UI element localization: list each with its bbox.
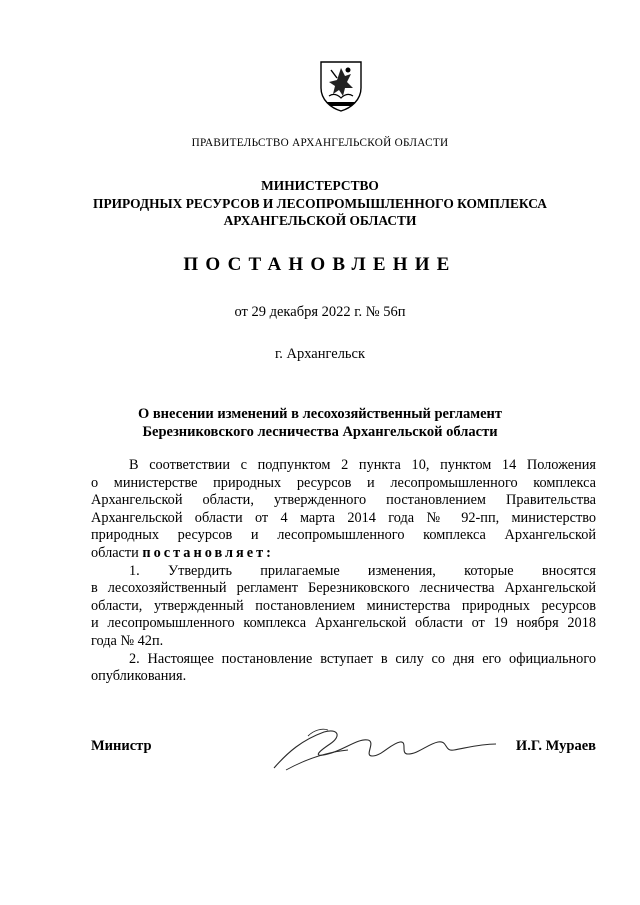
body-line: природных ресурсов и лесопромышленного комплекса Архангельской xyxy=(91,527,596,544)
body-line: Архангельской области от 4 марта 2014 года № 92-пп, министерство xyxy=(91,509,596,526)
item1-line: в лесохозяйственный регламент Березниковского лесничества Архангельской xyxy=(91,580,596,597)
item2-line: 2. Настоящее постановление вступает в силу со дня его официального xyxy=(129,650,596,667)
item2-line: опубликования. xyxy=(91,668,187,685)
handwritten-signature xyxy=(268,722,500,774)
signatory-name: И.Г. Мураев xyxy=(515,738,596,754)
item1-line: года № 42п. xyxy=(91,632,164,649)
body-line xyxy=(91,545,596,563)
document-type-title: ПОСТАНОВЛЕНИЕ xyxy=(183,254,457,275)
signatory-position: Министр xyxy=(91,738,152,754)
ministry-line: АРХАНГЕЛЬСКОЙ ОБЛАСТИ xyxy=(223,213,417,228)
government-header: ПРАВИТЕЛЬСТВО АРХАНГЕЛЬСКОЙ ОБЛАСТИ xyxy=(191,137,449,149)
city: г. Архангельск xyxy=(274,346,366,362)
body-line: о министерстве природных ресурсов и лесопромышленного комплекса xyxy=(91,474,596,491)
item1-line: и лесопромышленного комплекса Архангельской области от 19 ноября 2018 xyxy=(91,615,596,632)
body-line: В соответствии с подпунктом 2 пункта 10, пунктом 14 Положения xyxy=(129,457,596,473)
body-line: Архангельской области, утвержденного постановлением Правительства xyxy=(91,492,596,509)
document-body xyxy=(91,457,596,686)
subject-line: Березниковского лесничества Архангельской области xyxy=(142,424,498,440)
document-subject xyxy=(0,405,640,441)
resolves-word: постановляет: xyxy=(142,544,274,561)
ministry-line: ПРИРОДНЫХ РЕСУРСОВ И ЛЕСОПРОМЫШЛЕННОГО КОМПЛЕКСА xyxy=(93,195,547,211)
coat-of-arms-emblem xyxy=(317,58,365,112)
ministry-name xyxy=(0,177,640,230)
item1-line: 1. Утвердить прилагаемые изменения, которые вносятся xyxy=(129,562,596,579)
item1-line: области, утвержденный постановлением министерства природных ресурсов xyxy=(91,597,596,614)
body-line-prefix: области xyxy=(91,544,139,561)
date-and-number: от 29 декабря 2022 г. № 56п xyxy=(234,304,406,320)
ministry-line: МИНИСТЕРСТВО xyxy=(261,178,379,193)
subject-line: О внесении изменений в лесохозяйственный регламент xyxy=(137,406,503,422)
